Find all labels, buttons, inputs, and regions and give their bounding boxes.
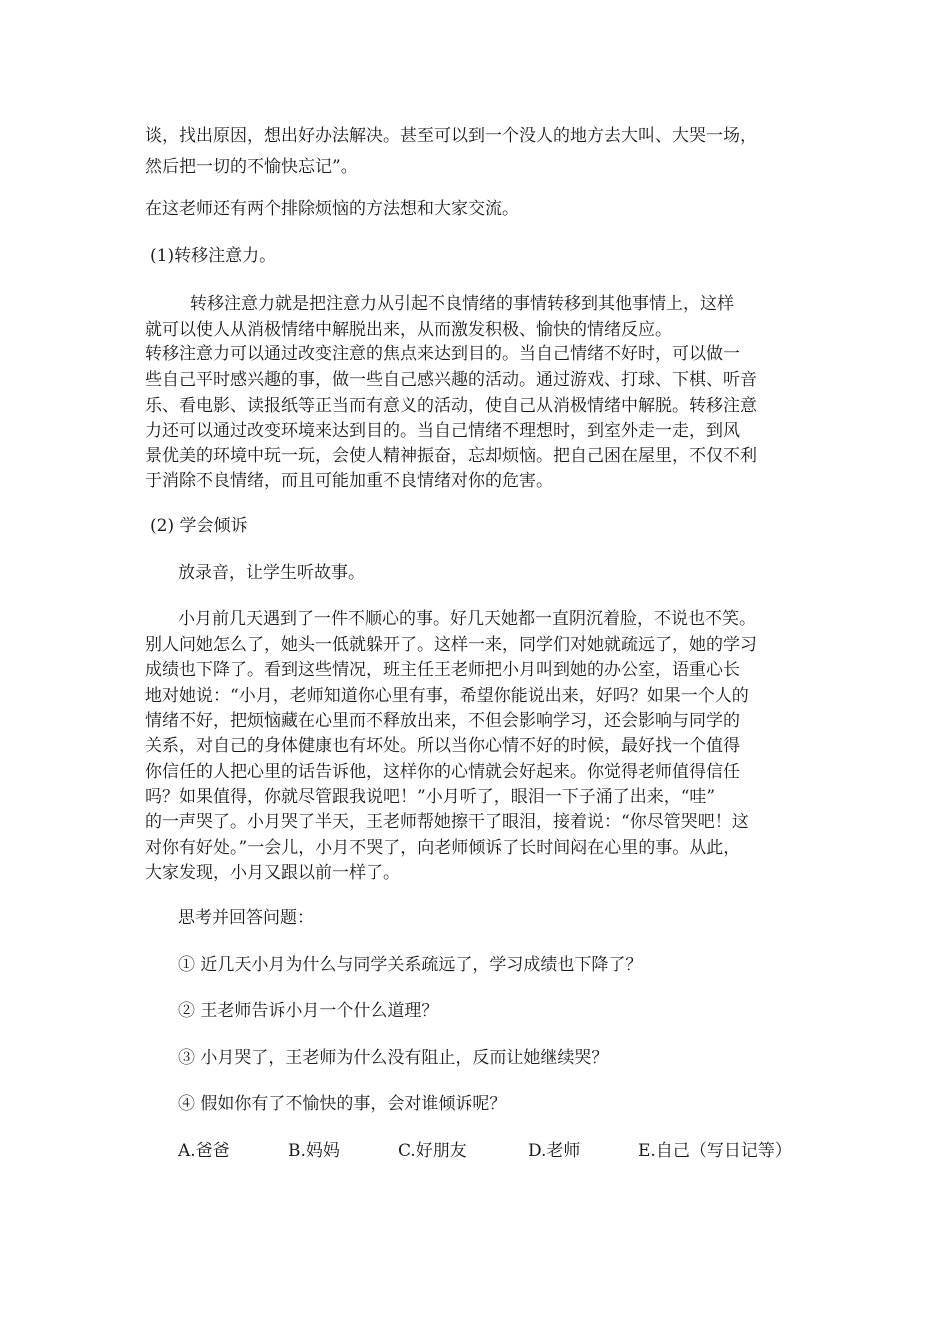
intro-line: 在这老师还有两个排除烦恼的方法想和大家交流。	[145, 199, 519, 219]
paragraph-line: 转移注意力就是把注意力从引起不良情绪的事情转移到其他事情上，这样	[190, 294, 734, 314]
think-prompt: 思考并回答问题：	[178, 908, 314, 928]
question-item: ④ 假如你有了不愉快的事，会对谁倾诉呢？	[178, 1094, 507, 1114]
question-item: ② 王老师告诉小月一个什么道理？	[178, 1001, 439, 1021]
paragraph-line: 乐、看电影、读报纸等正当而有意义的活动，使自己从消极情绪中解脱。转移注意	[145, 396, 757, 416]
section-heading-2: (2) 学会倾诉	[150, 516, 248, 536]
story-line: 关系，对自己的身体健康也有坏处。所以当你心情不好的时候，最好找一个值得	[145, 736, 740, 756]
story-line: 别人问她怎么了，她头一低就躲开了。这样一来，同学们对她就疏远了，她的学习	[145, 635, 757, 655]
question-item: ③ 小月哭了，王老师为什么没有阻止，反而让她继续哭？	[178, 1048, 609, 1068]
story-line: 地对她说：“小月，老师知道你心里有事，希望你能说出来，好吗？如果一个人的	[145, 686, 749, 706]
paragraph-line: 转移注意力可以通过改变注意的焦点来达到目的。当自己情绪不好时，可以做一	[145, 344, 740, 364]
option-item: E.自己（写日记等）	[638, 1141, 792, 1161]
story-line: 小月前几天遇到了一件不顺心的事。好几天她都一直阴沉着脸，不说也不笑。	[178, 609, 756, 629]
paragraph-line: 然后把一切的不愉快忘记”。	[145, 157, 358, 177]
question-item: ① 近几天小月为什么与同学关系疏远了，学习成绩也下降了？	[178, 955, 643, 975]
option-item: C.好朋友	[398, 1141, 467, 1161]
option-item: D.老师	[528, 1141, 581, 1161]
option-item: A.爸爸	[178, 1141, 230, 1161]
paragraph-line: 力还可以通过改变环境来达到目的。当自己情绪不理想时，到室外走一走，到风	[145, 421, 740, 441]
paragraph-line: 谈，找出原因，想出好办法解决。甚至可以到一个没人的地方去大叫、大哭一场，	[145, 126, 757, 146]
paragraph-line: 景优美的环境中玩一玩，会使人精神振奋，忘却烦恼。把自己困在屋里，不仅不利	[145, 446, 757, 466]
story-line: 吗？如果值得，你就尽管跟我说吧！”小月听了，眼泪一下子涌了出来，“哇”	[145, 787, 716, 807]
story-line: 的一声哭了。小月哭了半天，王老师帮她擦干了眼泪，接着说：“你尽管哭吧！这	[145, 812, 749, 832]
paragraph-line: 就可以使人从消极情绪中解脱出来，从而激发积极、愉快的情绪反应。	[145, 320, 672, 340]
story-line: 情绪不好，把烦恼藏在心里而不释放出来，不但会影响学习，还会影响与同学的	[145, 711, 740, 731]
option-item: B.妈妈	[288, 1141, 340, 1161]
story-line: 你信任的人把心里的话告诉他，这样你的心情就会好起来。你觉得老师值得信任	[145, 762, 740, 782]
section-heading-1: (1)转移注意力。	[150, 246, 277, 266]
paragraph-line: 于消除不良情绪，而且可能加重不良情绪对你的危害。	[145, 471, 553, 491]
story-line: 大家发现，小月又跟以前一样了。	[145, 863, 400, 883]
paragraph-line: 些自己平时感兴趣的事，做一些自己感兴趣的活动。通过游戏、打球、下棋、听音	[145, 370, 757, 390]
story-line: 对你有好处。”一会儿，小月不哭了，向老师倾诉了长时间闷在心里的事。从此，	[145, 838, 741, 858]
instruction-line: 放录音，让学生听故事。	[178, 563, 365, 583]
story-line: 成绩也下降了。看到这些情况，班主任王老师把小月叫到她的办公室，语重心长	[145, 660, 740, 680]
